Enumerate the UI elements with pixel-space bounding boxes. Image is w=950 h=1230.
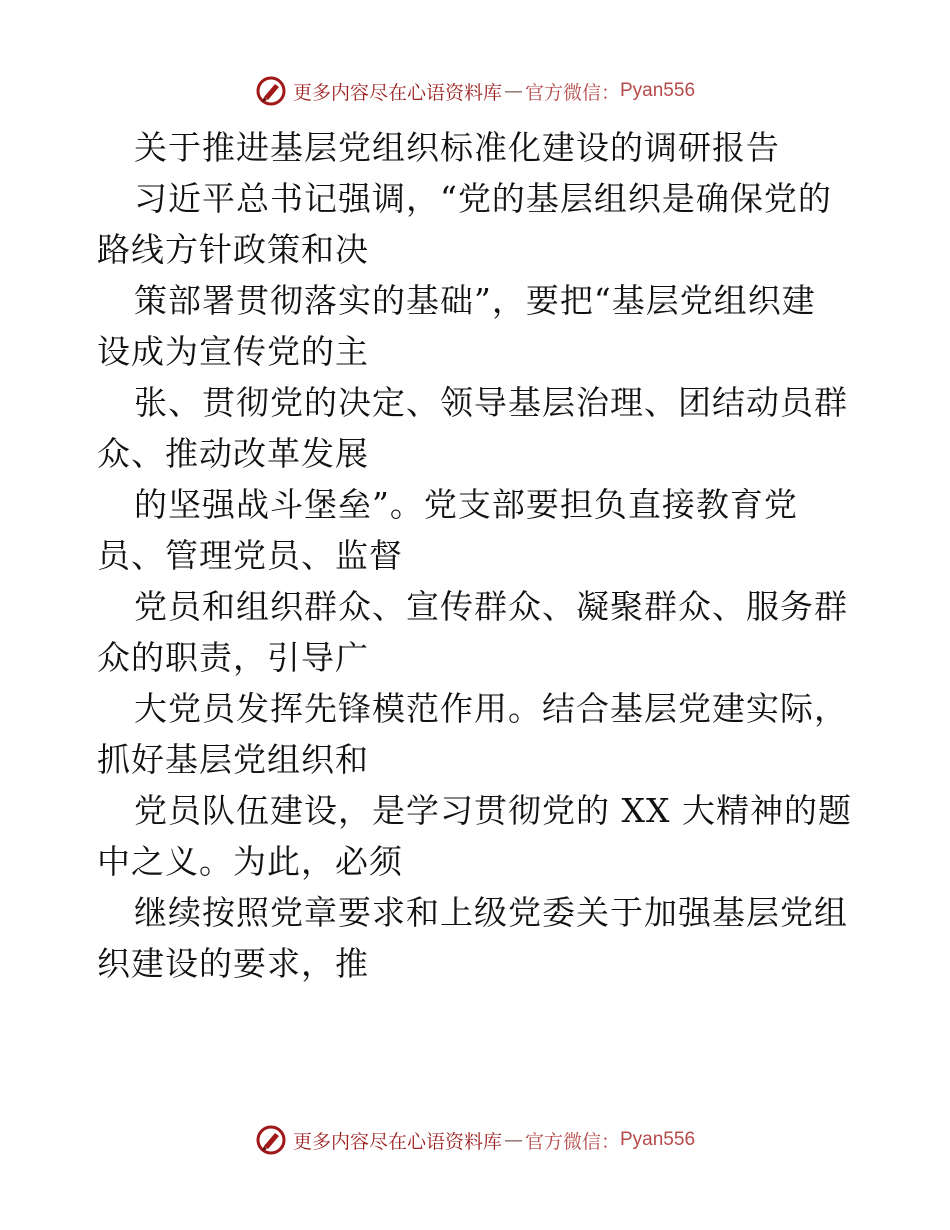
paragraph-line: 众、推动改革发展 [97, 434, 369, 473]
banner-wechat-id: Pyan556 [620, 1129, 696, 1150]
paragraph-line: 设成为宣传党的主 [97, 332, 369, 371]
paragraph-line: 继续按照党章要求和上级党委关于加强基层党组 [134, 893, 848, 932]
paragraph-line: 中之义。为此，必须 [97, 842, 403, 881]
paragraph-line: 织建设的要求，推 [97, 944, 369, 983]
document-title: 关于推进基层党组织标准化建设的调研报告 [134, 128, 780, 167]
paragraph-line: 策部署贯彻落实的基础”，要把“基层党组织建 [134, 281, 816, 320]
header-banner [0, 71, 950, 111]
paragraph-line: 众的职责，引导广 [97, 638, 369, 677]
banner-separator: — [503, 1129, 523, 1151]
paragraph-line: 习近平总书记强调，“党的基层组织是确保党的 [134, 179, 832, 218]
paragraph-line: 党员队伍建设，是学习贯彻党的 XX 大精神的题 [134, 791, 852, 830]
banner-text: 更多内容尽在心语资料库 [292, 1130, 502, 1153]
paragraph-line: 抓好基层党组织和 [97, 740, 369, 779]
paragraph-line: 大党员发挥先锋模范作用。结合基层党建实际， [134, 689, 848, 728]
paragraph-line: 张、贯彻党的决定、领导基层治理、团结动员群 [134, 383, 848, 422]
paragraph-line: 路线方针政策和决 [97, 230, 369, 269]
pen-circle-logo-icon [255, 1124, 287, 1156]
paragraph-line: 的坚强战斗堡垒”。党支部要担负直接教育党 [134, 485, 798, 524]
footer-banner [0, 1120, 950, 1160]
banner-text: 更多内容尽在心语资料库 [292, 81, 502, 104]
banner-wechat-label: 官方微信： [524, 1130, 620, 1153]
paragraph-line: 员、管理党员、监督 [97, 536, 403, 575]
document-body [97, 122, 857, 989]
pen-circle-logo-icon [255, 75, 287, 107]
banner-wechat-label: 官方微信： [524, 81, 620, 104]
paragraph-line: 党员和组织群众、宣传群众、凝聚群众、服务群 [134, 587, 848, 626]
banner-separator: — [503, 80, 523, 102]
banner-wechat-id: Pyan556 [620, 80, 696, 101]
